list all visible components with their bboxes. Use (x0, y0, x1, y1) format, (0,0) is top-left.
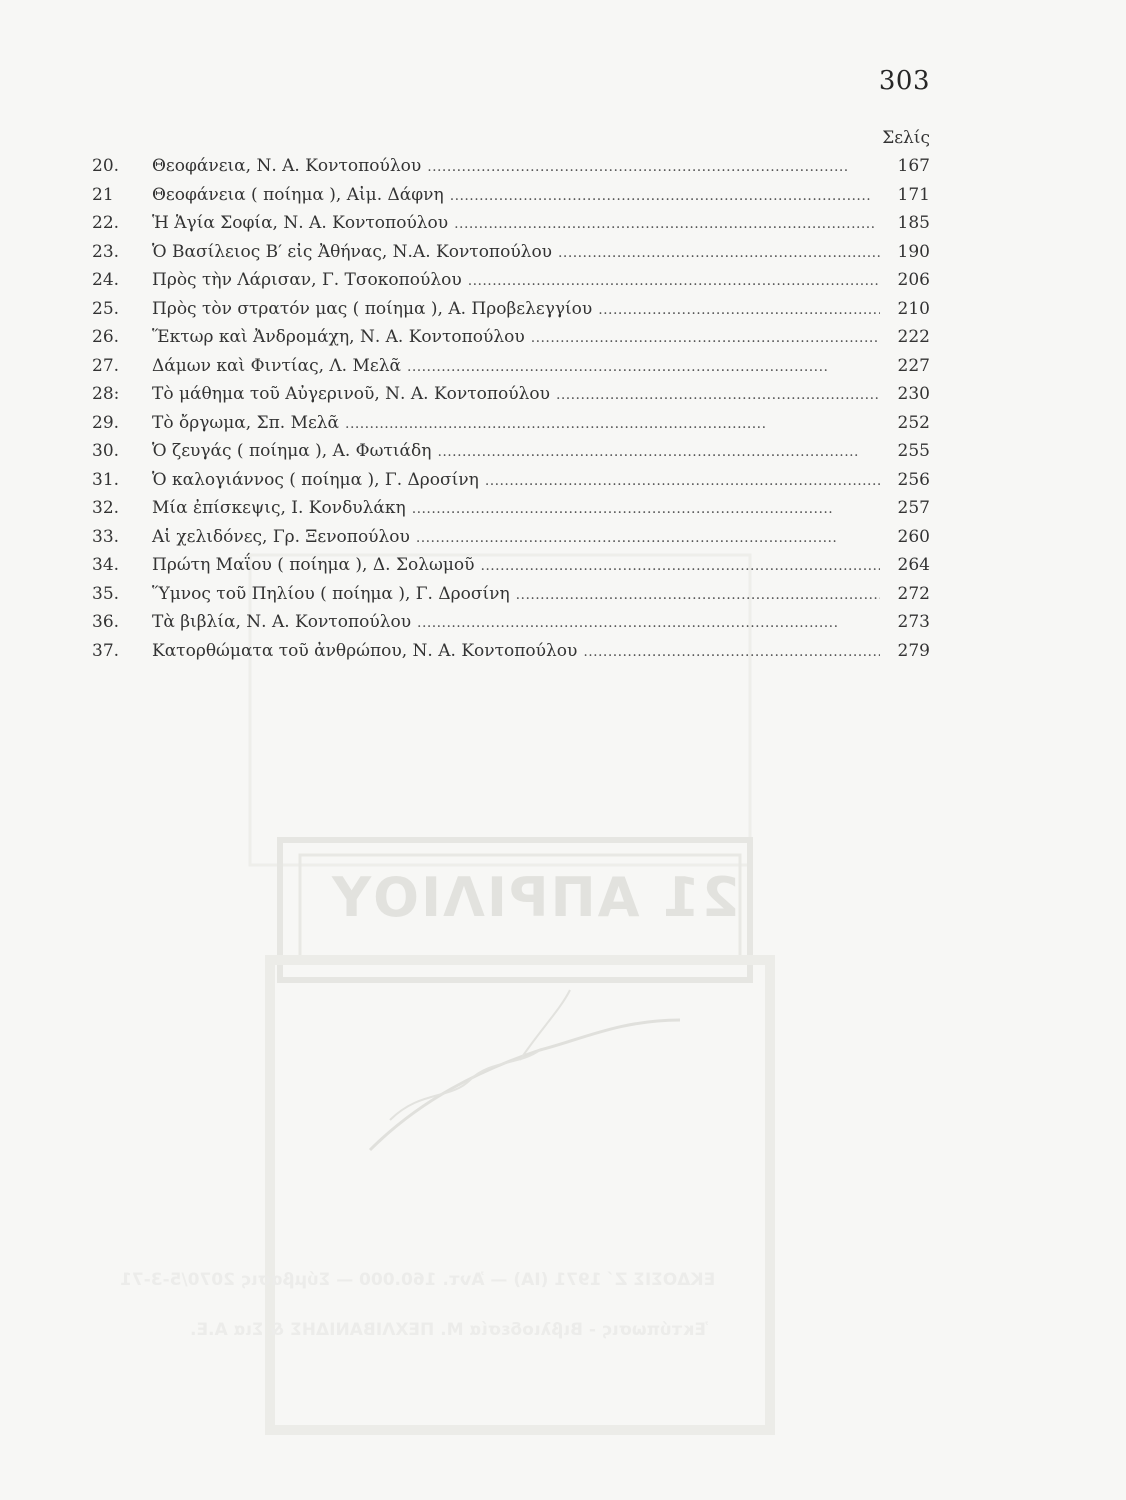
leader-dots (437, 438, 880, 467)
leader-dots (558, 239, 880, 268)
toc-entry (92, 152, 930, 181)
entry-page: 279 (897, 640, 930, 661)
entry-page: 252 (897, 412, 930, 433)
leader-dots (531, 324, 880, 353)
entry-number: 26. (92, 327, 120, 347)
toc-entry (92, 295, 930, 324)
entry-page: 255 (897, 441, 930, 461)
toc-entry (92, 266, 930, 295)
toc-entry (92, 323, 930, 352)
entry-number: 35. (92, 583, 120, 604)
toc-entry (92, 637, 930, 666)
bleed-colophon-1: ΕΚΔΟΣΙΣ Ζ΄ 1971 (ΙΑ) — Ἀντ. 160.000 — Σύμβασις 2070/5-3-71 (120, 1270, 716, 1290)
entry-title: Τὸ μάθημα τοῦ Αὐγερινοῦ, Ν. Α. Κοντοπούλου (152, 384, 550, 404)
entry-number: 21 (92, 184, 114, 205)
entry-page: 273 (897, 612, 930, 632)
leader-dots (345, 410, 880, 439)
leader-dots (417, 609, 880, 638)
toc-entry (92, 608, 930, 637)
entry-number: 24. (92, 270, 120, 290)
bleed-colophon-2: Ἐκτύπωσις - Βιβλιοδεσία Μ. ΠΕΧΛΙΒΑΝΙΔΗΣ & Σια Α.Ε. (190, 1320, 708, 1340)
entry-title: Θεοφάνεια, Ν. Α. Κοντοπούλου (152, 156, 422, 176)
entry-title: Κατορθώματα τοῦ ἀνθρώπου, Ν. Α. Κοντοπούλου (152, 640, 578, 661)
entry-page: 222 (897, 327, 930, 347)
entry-page: 256 (897, 469, 930, 490)
entry-number: 29. (92, 412, 120, 433)
entry-page: 206 (897, 270, 930, 290)
entry-number: 34. (92, 555, 120, 575)
entry-title: Αἱ χελιδόνες, Γρ. Ξενοπούλου (152, 526, 410, 547)
toc-entry (92, 523, 930, 552)
leader-dots (454, 210, 880, 239)
entry-title: Πρὸς τὴν Λάρισαν, Γ. Τσοκοπούλου (152, 270, 462, 290)
bleed-banner: 21 ΑΠΡΙΛΙΟΥ (330, 866, 740, 929)
toc-entry (92, 580, 930, 609)
entry-page: 227 (897, 355, 930, 376)
entry-title: Τὸ ὄργωμα, Σπ. Μελᾶ (152, 412, 340, 433)
entry-number: 37. (92, 640, 120, 661)
page-number: 303 (878, 66, 930, 96)
entry-number: 22. (92, 213, 120, 233)
toc-entry (92, 466, 930, 495)
leader-dots (412, 495, 880, 524)
leader-dots (468, 267, 880, 296)
entry-page: 260 (897, 526, 930, 547)
leader-dots (556, 381, 880, 410)
entry-number: 30. (92, 441, 120, 461)
entry-page: 190 (897, 241, 930, 262)
entry-page: 257 (897, 498, 930, 518)
entry-page: 264 (897, 555, 930, 575)
entry-title: Ὁ Βασίλειος Β′ εἰς Ἀθήνας, Ν.Α. Κοντοπούλου (152, 241, 553, 262)
entry-title: Πρὸς τὸν στρατόν μας ( ποίημα ), Α. Προβελεγγίου (152, 298, 593, 319)
leader-dots (485, 467, 880, 496)
entry-title: Δάμων καὶ Φιντίας, Λ. Μελᾶ (152, 355, 401, 376)
entry-number: 27. (92, 355, 120, 376)
entry-title: Ἡ Ἁγία Σοφία, Ν. Α. Κοντοπούλου (152, 213, 449, 233)
toc-entry (92, 352, 930, 381)
toc-entry (92, 209, 930, 238)
toc-entry (92, 181, 930, 210)
entry-title: Ὁ ζευγάς ( ποίημα ), Α. Φωτιάδη (152, 441, 432, 461)
toc-entry (92, 380, 930, 409)
entry-number: 25. (92, 298, 120, 319)
toc-entry (92, 494, 930, 523)
entry-page: 210 (897, 298, 930, 319)
toc-entry (92, 437, 930, 466)
leader-dots (583, 638, 880, 667)
leader-dots (480, 552, 880, 581)
entry-number: 31. (92, 469, 120, 490)
table-of-contents (92, 152, 930, 665)
entry-title: Μία ἐπίσκεψις, Ι. Κονδυλάκη (152, 498, 406, 518)
entry-number: 36. (92, 612, 120, 632)
toc-entry (92, 551, 930, 580)
toc-entry (92, 238, 930, 267)
toc-entry (92, 409, 930, 438)
page-column-header: Σελίς (882, 128, 930, 148)
leader-dots (407, 353, 880, 382)
entry-number: 33. (92, 526, 120, 547)
entry-title: Θεοφάνεια ( ποίημα ), Αἰμ. Δάφνη (152, 184, 444, 205)
entry-title: Πρώτη Μαΐου ( ποίημα ), Δ. Σολωμοῦ (152, 555, 475, 575)
leader-dots (598, 296, 880, 325)
leader-dots (450, 182, 880, 211)
entry-title: Ἕκτωρ καὶ Ἀνδρομάχη, Ν. Α. Κοντοπούλου (152, 327, 525, 347)
entry-page: 230 (897, 384, 930, 404)
entry-number: 20. (92, 156, 120, 176)
entry-number: 23. (92, 241, 120, 262)
entry-page: 272 (897, 583, 930, 604)
leader-dots (416, 524, 880, 553)
entry-title: Ὁ καλογιάννος ( ποίημα ), Γ. Δροσίνη (152, 469, 479, 490)
entry-page: 167 (897, 156, 930, 176)
entry-number: 28: (92, 384, 120, 404)
entry-title: Ὕμνος τοῦ Πηλίου ( ποίημα ), Γ. Δροσίνη (152, 583, 510, 604)
entry-page: 171 (897, 184, 930, 205)
entry-number: 32. (92, 498, 120, 518)
leader-dots (516, 581, 880, 610)
entry-title: Τὰ βιβλία, Ν. Α. Κοντοπούλου (152, 612, 412, 632)
entry-page: 185 (897, 213, 930, 233)
leader-dots (427, 153, 880, 182)
